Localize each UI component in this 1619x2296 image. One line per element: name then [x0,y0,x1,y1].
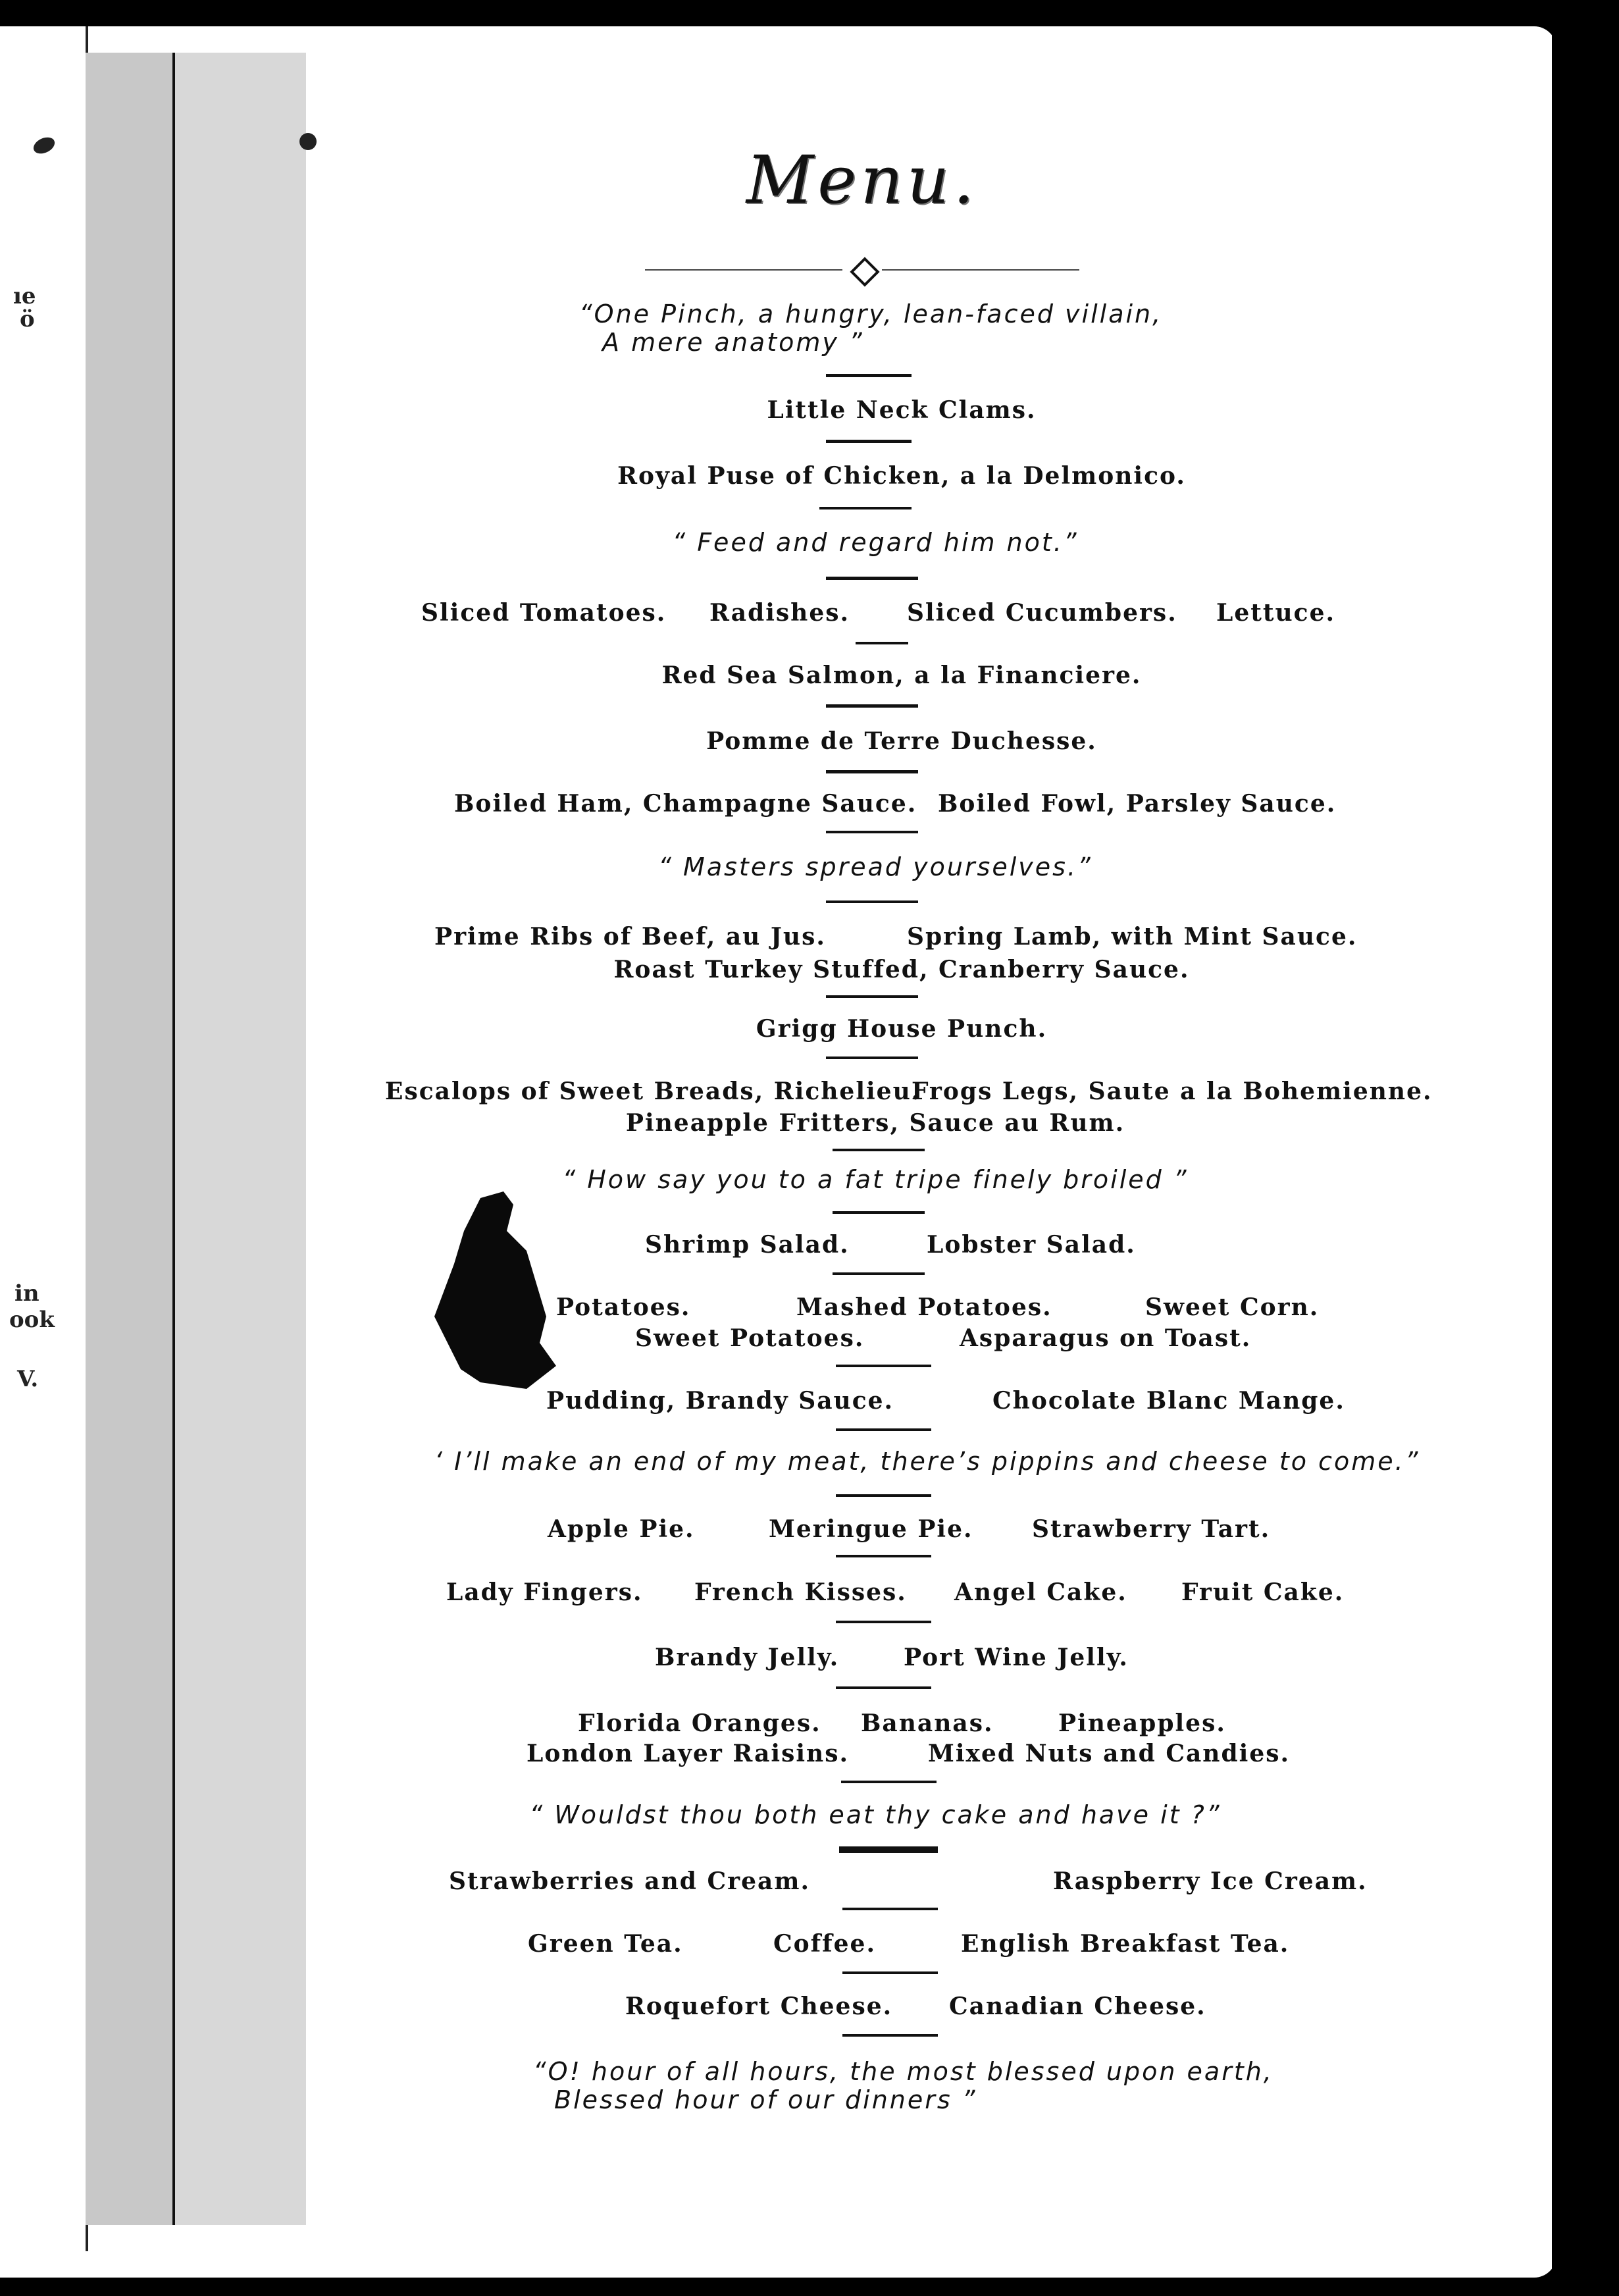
divider [826,577,918,580]
menu-item: Spring Lamb, with Mint Sauce. [907,923,1358,951]
menu-item: Little Neck Clams. [767,396,1037,424]
prev-page-fragment: ö [20,306,35,332]
previous-page-edge [0,26,88,2251]
prev-page-fragment: in [14,1280,39,1307]
menu-item: Sweet Potatoes. [635,1324,865,1352]
menu-page [0,26,1556,2278]
menu-item: Raspberry Ice Cream. [1053,1867,1368,1895]
divider [826,770,918,773]
menu-item: London Layer Raisins. [527,1740,850,1767]
menu-item: Roast Turkey Stuffed, Cranberry Sauce. [613,956,1190,983]
menu-item: Canadian Cheese. [949,1993,1206,2020]
menu-item: Strawberry Tart. [1032,1515,1271,1543]
menu-item: Apple Pie. [548,1515,695,1543]
title-ornament [645,260,1079,280]
divider [841,1781,937,1783]
menu-item: Sliced Cucumbers. [907,599,1177,627]
divider [833,1149,925,1151]
menu-item: Red Sea Salmon, a la Financiere. [661,662,1142,689]
prev-page-fragment: V. [17,1366,39,1392]
divider [826,995,918,998]
quote-line: “ Feed and regard him not.” [672,528,1079,557]
divider [842,1908,938,1910]
menu-item: Roquefort Cheese. [625,1993,893,2020]
menu-item: Royal Puse of Chicken, a la Delmonico. [617,462,1186,490]
menu-item: Escalops of Sweet Breads, Richelieu. [385,1078,921,1105]
divider [836,1621,931,1623]
quote-line: “ Masters spread yourselves.” [658,852,1092,881]
menu-item: Pineapples. [1058,1709,1226,1737]
diamond-ornament-icon [850,257,879,286]
divider [819,507,912,509]
divider [826,440,912,443]
menu-item: Angel Cake. [954,1578,1127,1606]
divider [826,900,918,903]
menu-item: Coffee. [773,1930,876,1958]
menu-item: Chocolate Blanc Mange. [992,1387,1345,1415]
divider [826,374,912,377]
binding-strip [86,53,174,2225]
menu-item: Mixed Nuts and Candies. [928,1740,1291,1767]
quote-line: ‘ I’ll make an end of my meat, there’s pippins and cheese to come.” [434,1447,1420,1476]
divider [856,642,908,644]
quote-line: “One Pinch, a hungry, lean-faced villain, [579,300,1163,328]
menu-item: Lobster Salad. [927,1231,1136,1259]
quote-line: “ Wouldst thou both eat thy cake and have it ?” [529,1800,1221,1829]
menu-item: Frogs Legs, Saute a la Bohemienne. [912,1078,1433,1105]
menu-item: Florida Oranges. [578,1709,821,1737]
menu-item: Mashed Potatoes. [796,1293,1052,1321]
divider [836,1428,931,1431]
divider [842,1971,938,1974]
prev-page-fragment: ıe [13,283,36,309]
binding-strip [174,53,306,2225]
divider [826,1057,918,1059]
prev-page-fragment: ook [9,1307,55,1333]
divider [836,1494,931,1497]
menu-item: Sliced Tomatoes. [421,599,667,627]
menu-item: Shrimp Salad. [645,1231,850,1259]
menu-item: English Breakfast Tea. [961,1930,1290,1958]
divider [836,1555,931,1557]
divider [842,2034,938,2037]
divider [826,831,918,833]
menu-item: Green Tea. [528,1930,683,1958]
quote-line: “O! hour of all hours, the most blessed upon earth, [533,2057,1273,2086]
divider [836,1686,931,1689]
menu-item: Pomme de Terre Duchesse. [706,727,1097,755]
menu-item: Sweet Corn. [1145,1293,1320,1321]
menu-item: Lettuce. [1216,599,1336,627]
menu-item: Meringue Pie. [769,1515,973,1543]
divider [839,1846,938,1853]
divider [826,704,918,708]
quote-line: Blessed hour of our dinners ” [554,2085,977,2114]
menu-item: Asparagus on Toast. [960,1324,1252,1352]
binding-edge-line [172,53,175,2225]
divider [833,1211,925,1214]
scan-border-right [1552,0,1619,2296]
menu-item: Grigg House Punch. [756,1015,1048,1043]
ink-speck [299,133,317,150]
menu-item: Fruit Cake. [1181,1578,1345,1606]
page-title: Menu. [746,142,979,219]
menu-item: French Kisses. [694,1578,907,1606]
menu-item: Lady Fingers. [446,1578,643,1606]
menu-item: Potatoes. [556,1293,691,1321]
ink-blot [434,1191,559,1389]
menu-item: Brandy Jelly. [655,1644,840,1671]
divider [833,1272,925,1275]
quote-line: A mere anatomy ” [602,328,864,357]
menu-item: Bananas. [861,1709,994,1737]
menu-item: Pineapple Fritters, Sauce au Rum. [625,1109,1125,1137]
menu-item: Pudding, Brandy Sauce. [546,1387,894,1415]
menu-item: Prime Ribs of Beef, au Jus. [434,923,826,951]
menu-item: Radishes. [709,599,850,627]
menu-item: Port Wine Jelly. [904,1644,1129,1671]
menu-item: Boiled Fowl, Parsley Sauce. [938,790,1337,818]
divider [836,1365,931,1367]
menu-item: Boiled Ham, Champagne Sauce. [454,790,917,818]
quote-line: “ How say you to a fat tripe finely broiled ” [562,1165,1189,1194]
menu-item: Strawberries and Cream. [449,1867,810,1895]
